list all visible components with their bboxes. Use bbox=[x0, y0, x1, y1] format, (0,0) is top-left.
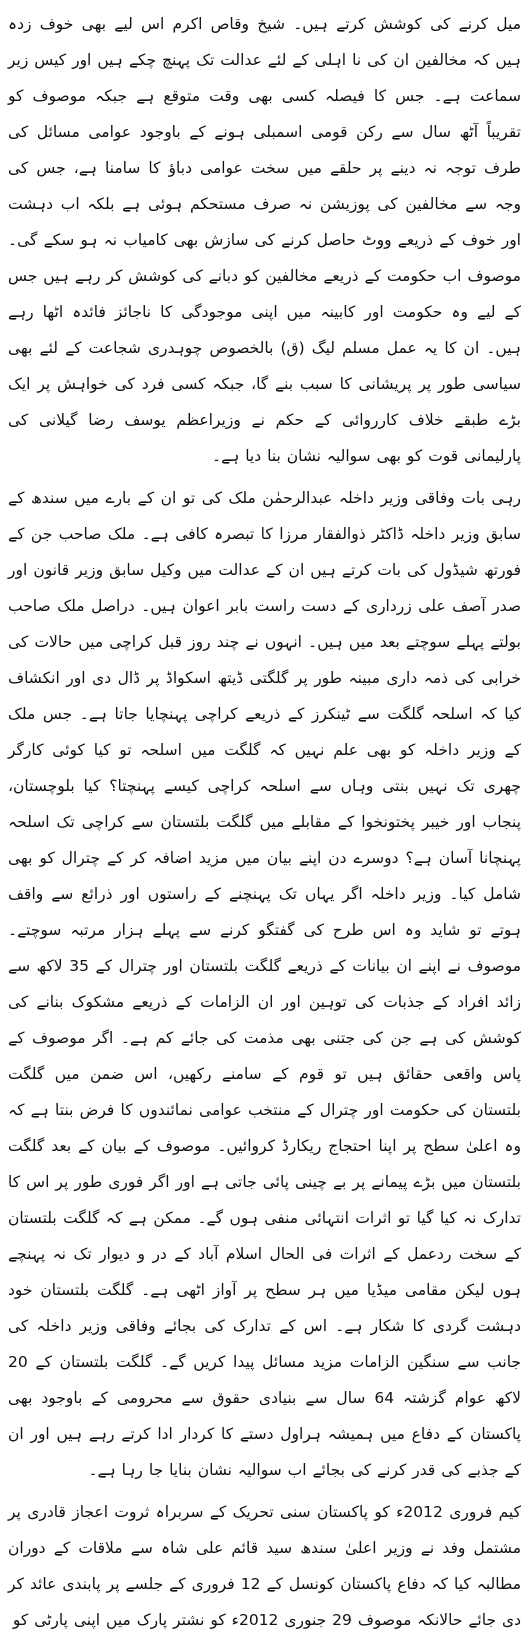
article-paragraph-1: میل کرنے کی کوشش کرتے ہیں۔ شیخ وقاص اکرم اس لیے بھی خوف زدہ ہیں کہ مخالفین ان کی نا اہلی کے لئے عدالت تک پہنچ چکے ہیں اور کیس زیر سماعت ہے۔ جس کا فیصلہ کسی بھی وقت متوقع ہے جبکہ موصوف کو تقریباً آٹھ سال سے رکن قومی اسمبلی ہونے کے باوجود عوامی مسائل کی طرف توجہ نہ دینے پر حلقے میں سخت عوامی دباؤ کا سامنا ہے، جس کی وجہ سے مخالفین کی پوزیشن نہ صرف مستحکم ہوئی ہے بلکہ اب دہشت اور خوف کے ذریعے ووٹ حاصل کرنے کی سازش بھی کامیاب نہ ہو سکے گی۔ موصوف اب حکومت کے ذریعے مخالفین کو دبانے کی کوشش کر رہے ہیں جس کے لیے وہ حکومت اور کابینہ میں اپنی موجودگی کا ناجائز فائدہ اٹھا رہے ہیں۔ ان کا یہ عمل مسلم لیگ (ق) بالخصوص چوہدری شجاعت کے لئے بھی سیاسی طور پر پریشانی کا سبب بنے گا، جبکہ کسی فرد کی خواہش پر ایک بڑے طبقے خلاف کارروائی کے حکم نے وزیراعظم یوسف رضا گیلانی کی پارلیمانی قوت کو بھی سوالیہ نشان بنا دیا ہے۔ bbox=[8, 15, 521, 465]
article-paragraph-2: رہی بات وفاقی وزیر داخلہ عبدالرحمٰن ملک کی تو ان کے بارے میں سندھ کے سابق وزیر داخلہ ڈاکٹر ذوالفقار مرزا کا تبصرہ کافی ہے۔ ملک صاحب جن کے فورتھ شیڈول کی بات کرتے ہیں ان کے عدالت میں وکیل سابق وزیر قانون اور صدر آصف علی زرداری کے دست راست بابر اعوان ہیں۔ دراصل ملک صاحب بولتے پہلے سوچتے بعد میں ہیں۔ انہوں نے چند روز قبل کراچی میں حالات کی خرابی کی ذمہ داری مبینہ طور پر گلگتی ڈیتھ اسکواڈ پر ڈال دی اور انکشاف کیا کہ اسلحہ گلگت سے ٹینکرز کے ذریعے کراچی پہنچایا جاتا ہے۔ جس ملک کے وزیر داخلہ کو بھی علم نہیں کہ گلگت میں اسلحہ تو کیا کوئی کارگر چھری تک نہیں بنتی وہاں سے اسلحہ کراچی کیسے پہنچتا؟ کیا بلوچستان، پنجاب اور خیبر پختونخوا کے مقابلے میں گلگت بلتستان سے کراچی تک اسلحہ پہنچانا آسان ہے؟ دوسرے دن اپنے بیان میں مزید اضافہ کر کے چترال کو بھی شامل کیا۔ وزیر داخلہ اگر یہاں تک پہنچنے کے راستوں اور ذرائع سے واقف ہوتے تو شاید وہ اس طرح کی گفتگو کرنے سے پہلے ہزار مرتبہ سوچتے۔ موصوف نے اپنے ان بیانات کے ذریعے گلگت بلتستان اور چترال کے 35 لاکھ سے زائد افراد کے جذبات کی توہین اور ان الزامات کے ذریعے مشکوک بنانے کی کوشش کی ہے جن کی جتنی بھی مذمت کی جائے کم ہے۔ اگر موصوف کے پاس واقعی حقائق ہیں تو قوم کے سامنے رکھیں، اس ضمن میں گلگت بلتستان کی حکومت اور چترال کے منتخب عوامی نمائندوں کا فرض بنتا ہے کہ وہ اعلیٰ سطح پر اپنا احتجاج ریکارڈ کروائیں۔ موصوف کے بیان کے بعد گلگت بلتستان میں بڑے پیمانے پر بے چینی پائی جاتی ہے اور اگر فوری طور پر اس کا تدارک نہ کیا گیا تو اثرات انتہائی منفی ہوں گے۔ ممکن ہے کہ گلگت بلتستان کے سخت ردعمل کے اثرات فی الحال اسلام آباد کے در و دیوار تک نہ پہنچے ہوں لیکن مقامی میڈیا میں ہر سطح پر آواز اٹھی ہے۔ گلگت بلتستان خود دہشت گردی کا شکار ہے۔ اس کے تدارک کی بجائے وفاقی وزیر داخلہ کی جانب سے سنگین الزامات مزید مسائل پیدا کریں گے۔ گلگت بلتستان کے 20 لاکھ عوام گزشتہ 64 سال سے بنیادی حقوق سے محرومی کے باوجود بھی پاکستان کے دفاع میں ہمیشہ ہراول دستے کا کردار ادا کرتے رہے ہیں اور ان کے جذبے کی قدر کرنے کی بجائے اب سوالیہ نشان بنایا جا رہا ہے۔ bbox=[8, 489, 522, 1479]
article-paragraph-3: کیم فروری 2012ء کو پاکستان سنی تحریک کے سربراہ ثروت اعجاز قادری پر مشتمل وفد نے وزیر اعلیٰ سندھ سید قائم علی شاہ سے ملاقات کے دوران مطالبہ کیا کہ دفاع پاکستان کونسل کے 12 فروری کے جلسے پر پابندی عائد کر دی جائے حالانکہ موصوف 29 جنوری 2012ء کو نشتر پارک میں اپنی پارٹی کو bbox=[8, 1503, 521, 1629]
